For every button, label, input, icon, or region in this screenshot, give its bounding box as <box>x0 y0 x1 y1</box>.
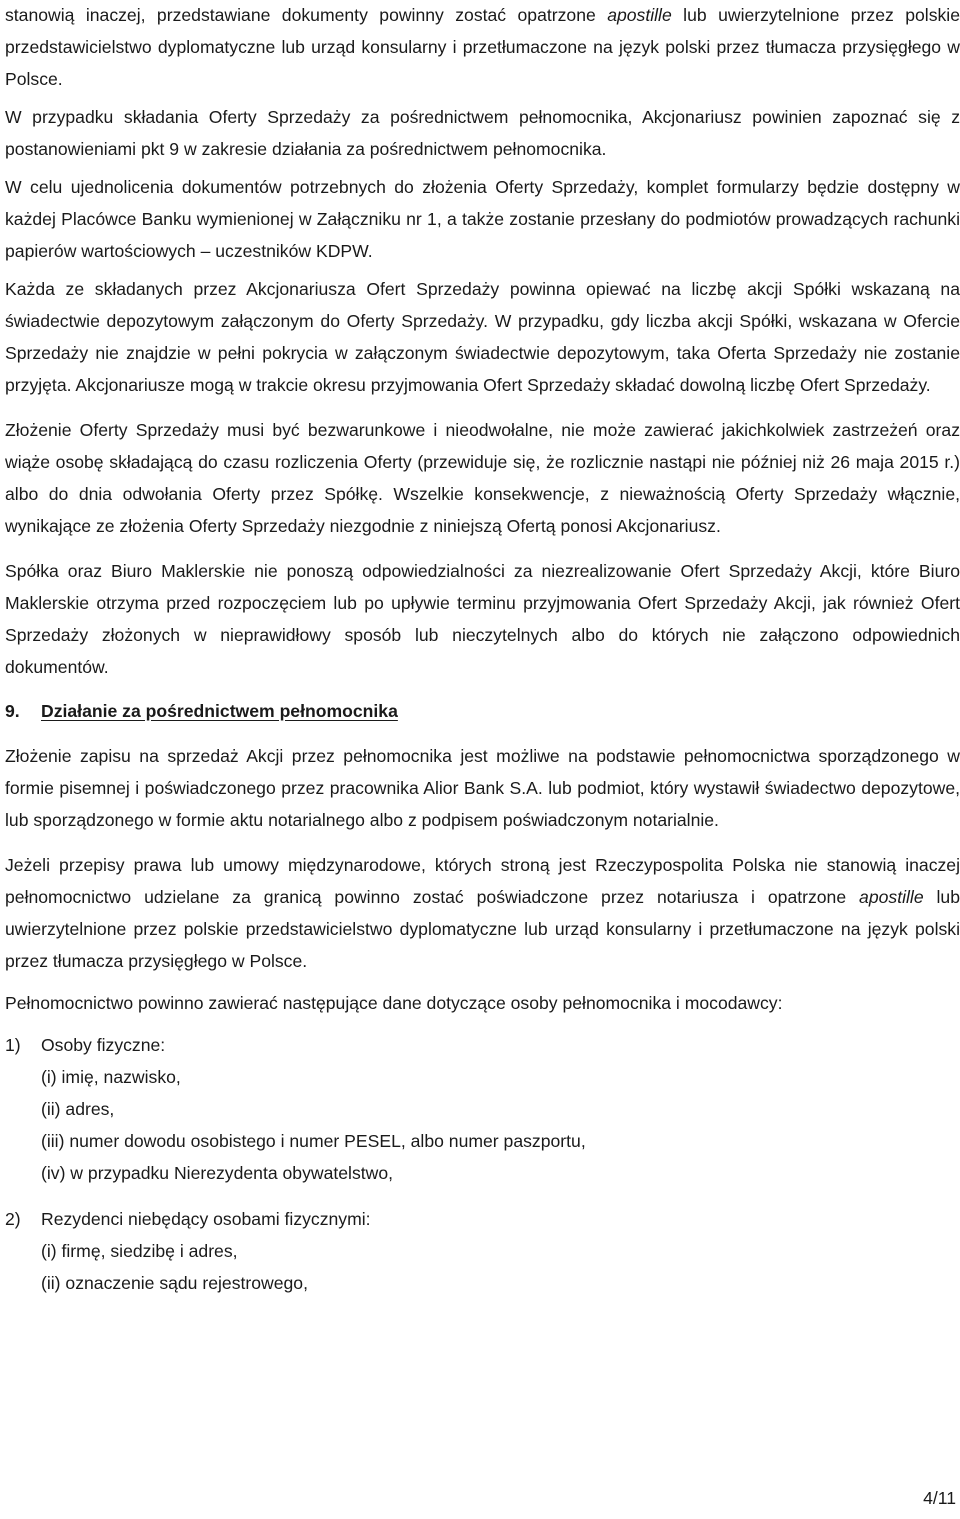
list-label: Osoby fizyczne: <box>41 1035 166 1055</box>
section-title: Działanie za pośrednictwem pełnomocnika <box>41 701 398 721</box>
data-list <box>5 1029 960 1299</box>
document-page <box>5 0 960 1299</box>
page-number: 4/11 <box>923 1488 956 1508</box>
sub-list <box>5 1235 960 1299</box>
sub-list <box>5 1061 960 1189</box>
paragraph-forms: W celu ujednolicenia dokumentów potrzebnych do złożenia Oferty Sprzedaży, komplet formularzy będzie dostępny w każdej Placówce Banku wymienionej w Załączniku nr 1, a także zostanie przesłany do podmiotów prowadzących rachunki papierów wartościowych – uczestników KDPW. <box>5 177 960 261</box>
apostille-italic: apostille <box>859 887 924 907</box>
sub-list-item: (ii) oznaczenie sądu rejestrowego, <box>41 1273 308 1293</box>
apostille-italic: apostille <box>607 5 672 25</box>
list-item <box>5 1029 960 1189</box>
paragraph-proxy-reference: W przypadku składania Oferty Sprzedaży za pośrednictwem pełnomocnika, Akcjonariusz powinien zapoznać się z postanowieniami pkt 9 w zakresie działania za pośrednictwem pełnomocnika. <box>5 107 960 159</box>
sub-list-item: (i) firmę, siedzibę i adres, <box>41 1241 238 1261</box>
paragraph-each-offer: Każda ze składanych przez Akcjonariusza Ofert Sprzedaży powinna opiewać na liczbę akcji Spółki wskazaną na świadectwie depozytowym załączonym do Oferty Sprzedaży. W przypadku, gdy liczba akcji Spółki, wskazana w Ofercie Sprzedaży nie znajdzie w pełni pokrycia w załączonym świadectwie depozytowym, taka Oferta Sprzedaży nie zostanie przyjęta. Akcjonariusze mogą w trakcie okresu przyjmowania Ofert Sprzedaży składać dowolną liczbę Ofert Sprzedaży. <box>5 279 960 395</box>
sub-list-item: (iii) numer dowodu osobistego i numer PESEL, albo numer paszportu, <box>41 1131 586 1151</box>
paragraph-unconditional: Złożenie Oferty Sprzedaży musi być bezwarunkowe i nieodwołalne, nie może zawierać jakichkolwiek zastrzeżeń oraz wiąże osobę składającą do czasu rozliczenia Oferty (przewiduje się, że rozlicznie nastąpi nie później niż 26 maja 2015 r.) albo do dnia odwołania Oferty przez Spółkę. Wszelkie konsekwencje, z nieważnością Oferty Sprzedaży włącznie, wynikające ze złożenia Oferty Sprzedaży niezgodnie z niniejszą Ofertą ponosi Akcjonariusz. <box>5 420 960 536</box>
paragraph-liability: Spółka oraz Biuro Maklerskie nie ponoszą odpowiedzialności za niezrealizowanie Ofert Sprzedaży Akcji, które Biuro Maklerskie otrzyma przed rozpoczęciem lub po upływie terminu przyjmowania Ofert Sprzedaży Akcji, jak również Ofert Sprzedaży złożonych w nieprawidłowy sposób lub nieczytelnych albo do których nie załączono odpowiednich dokumentów. <box>5 561 960 677</box>
paragraph-contents: Pełnomocnictwo powinno zawierać następujące dane dotyczące osoby pełnomocnika i mocodawcy: <box>5 993 783 1013</box>
section-number: 9. <box>5 701 20 721</box>
list-marker: 2) <box>5 1209 21 1229</box>
sub-list-item: (i) imię, nazwisko, <box>41 1067 181 1087</box>
paragraph-legalization: stanowią inaczej, przedstawiane dokumenty powinny zostać opatrzone apostille lub uwierzytelnione przez polskie przedstawicielstwo dyplomatyczne lub urząd konsularny i przetłumaczone na język polski przez tłumacza przysięgłego w Polsce. <box>5 5 960 89</box>
list-label: Rezydenci niebędący osobami fizycznymi: <box>41 1209 371 1229</box>
paragraph-abroad: Jeżeli przepisy prawa lub umowy międzynarodowe, których stroną jest Rzeczypospolita Polska nie stanowią inaczej pełnomocnictwo udzielane za granicą powinno zostać poświadczone przez notariusza i opatrzone apostille lub uwierzytelnione przez polskie przedstawicielstwo dyplomatyczne lub urząd konsularny i przetłumaczone na język polski przez tłumacza przysięgłego w Polsce. <box>5 855 960 971</box>
list-item <box>5 1203 960 1299</box>
paragraph-power-of-attorney: Złożenie zapisu na sprzedaż Akcji przez pełnomocnika jest możliwe na podstawie pełnomocnictwa sporządzonego w formie pisemnej i poświadczonego przez pracownika Alior Bank S.A. lub podmiot, który wystawił świadectwo depozytowe, lub sporządzonego w formie aktu notarialnego albo z podpisem poświadczonym notarialnie. <box>5 746 960 830</box>
sub-list-item: (ii) adres, <box>41 1099 115 1119</box>
section-heading <box>5 695 960 727</box>
sub-list-item: (iv) w przypadku Nierezydenta obywatelstwo, <box>41 1163 394 1183</box>
list-marker: 1) <box>5 1035 21 1055</box>
